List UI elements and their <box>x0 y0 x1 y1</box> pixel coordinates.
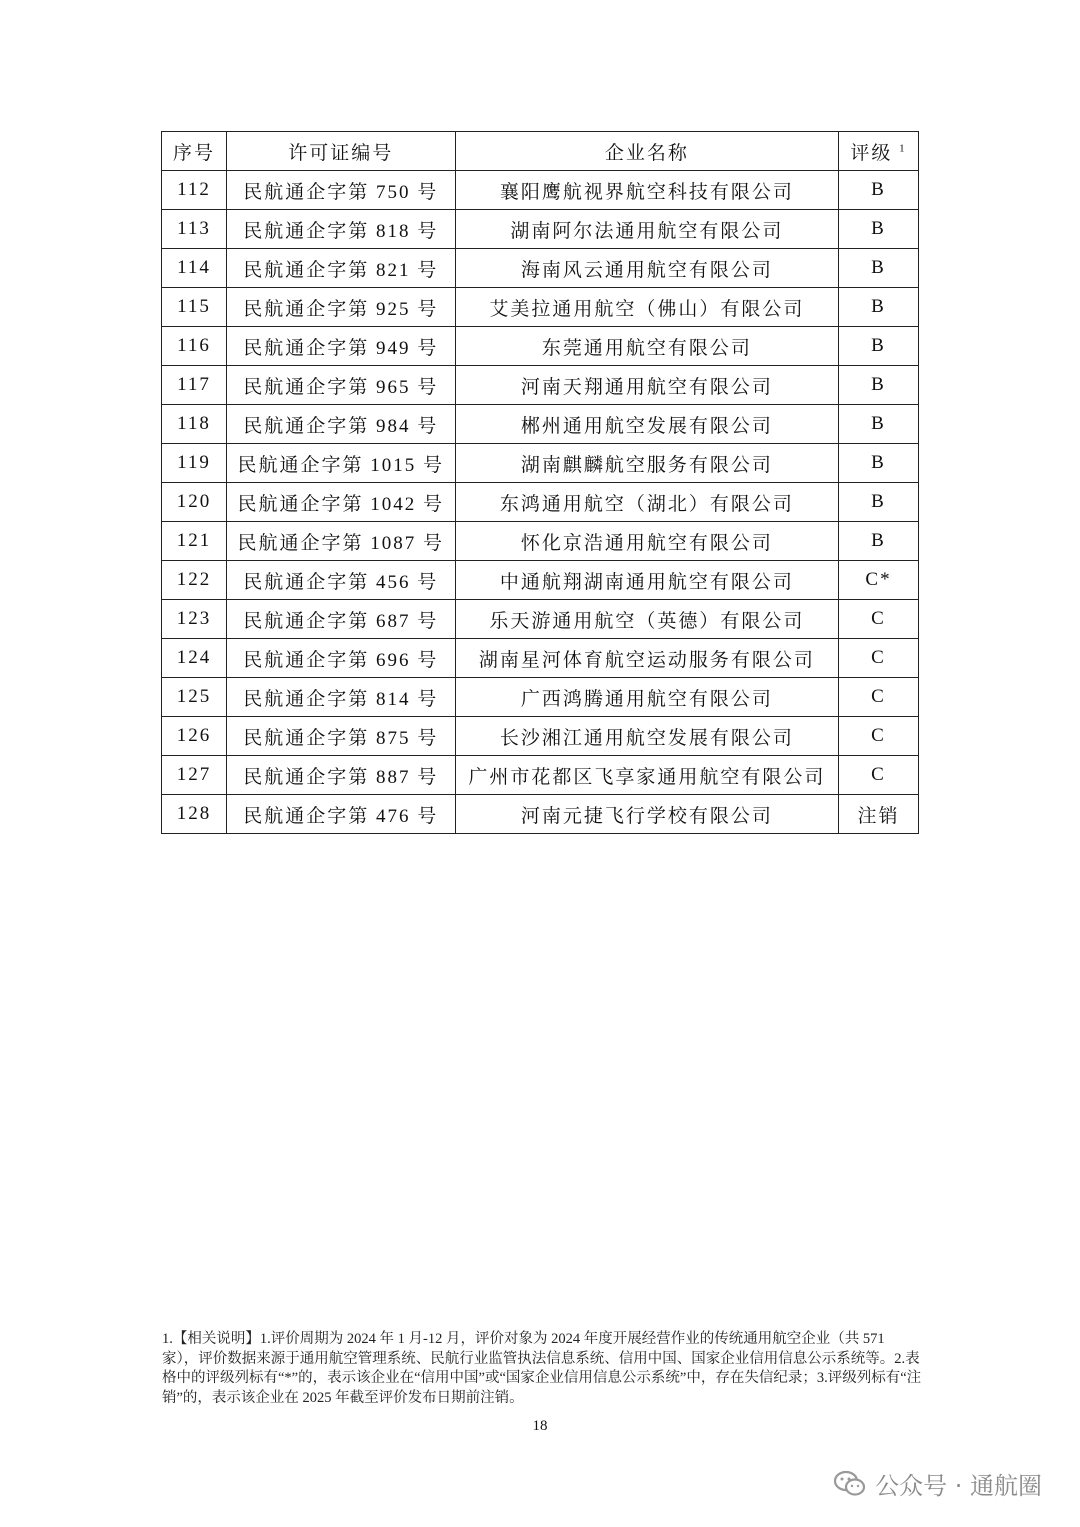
cell-company: 长沙湘江通用航空发展有限公司 <box>455 717 838 756</box>
cell-company: 广州市花都区飞享家通用航空有限公司 <box>455 756 838 795</box>
table-row <box>162 288 919 327</box>
header-company: 企业名称 <box>455 132 838 171</box>
table-row <box>162 600 919 639</box>
cell-rating: C <box>839 678 919 717</box>
cell-company: 河南元捷飞行学校有限公司 <box>455 795 838 834</box>
table-row <box>162 366 919 405</box>
table-row <box>162 327 919 366</box>
cell-index: 119 <box>162 444 227 483</box>
cell-license: 民航通企字第 1087 号 <box>226 522 455 561</box>
footnote-ref: 1 <box>899 142 907 155</box>
cell-license: 民航通企字第 1015 号 <box>226 444 455 483</box>
watermark-text: 公众号 · 通航圈 <box>875 1472 1042 1500</box>
cell-company: 东鸿通用航空（湖北）有限公司 <box>455 483 838 522</box>
cell-rating: 注销 <box>839 795 919 834</box>
cell-index: 117 <box>162 366 227 405</box>
cell-rating: B <box>839 327 919 366</box>
rating-table <box>161 131 919 834</box>
cell-company: 湖南麒麟航空服务有限公司 <box>455 444 838 483</box>
cell-rating: B <box>839 249 919 288</box>
cell-license: 民航通企字第 687 号 <box>226 600 455 639</box>
cell-company: 东莞通用航空有限公司 <box>455 327 838 366</box>
cell-rating: C <box>839 717 919 756</box>
cell-company: 湖南星河体育航空运动服务有限公司 <box>455 639 838 678</box>
cell-company: 广西鸿腾通用航空有限公司 <box>455 678 838 717</box>
cell-license: 民航通企字第 949 号 <box>226 327 455 366</box>
cell-rating: B <box>839 171 919 210</box>
table-row <box>162 678 919 717</box>
header-license: 许可证编号 <box>226 132 455 171</box>
header-rating: 评级 $^1$ <box>839 132 919 171</box>
cell-index: 120 <box>162 483 227 522</box>
cell-company: 襄阳鹰航视界航空科技有限公司 <box>455 171 838 210</box>
cell-rating: B <box>839 288 919 327</box>
table-row <box>162 444 919 483</box>
cell-index: 114 <box>162 249 227 288</box>
cell-index: 128 <box>162 795 227 834</box>
cell-index: 127 <box>162 756 227 795</box>
table-row <box>162 756 919 795</box>
cell-license: 民航通企字第 456 号 <box>226 561 455 600</box>
table-row <box>162 405 919 444</box>
cell-license: 民航通企字第 887 号 <box>226 756 455 795</box>
cell-index: 125 <box>162 678 227 717</box>
cell-license: 民航通企字第 821 号 <box>226 249 455 288</box>
footnote: 1.【相关说明】1.评价周期为 2024 年 1 月-12 月，评价对象为 2024 年度开展经营作业的传统通用航空企业（共 571 家），评价数据来源于通用航空管理系统、民航行业监管执法信息系统、信用中国、国家企业信用信息公示系统等。2.表格中的评级列标有“*”的，表示该企业在“信用中国”或“国家企业信用信息公示系统”中，存在失信纪录；3.评级列标有“注销”的，表示该企业在 2025 年截至评价发布日期前注销。 <box>162 1331 922 1406</box>
cell-rating: B <box>839 522 919 561</box>
cell-index: 122 <box>162 561 227 600</box>
cell-index: 115 <box>162 288 227 327</box>
cell-license: 民航通企字第 925 号 <box>226 288 455 327</box>
cell-rating: B <box>839 483 919 522</box>
cell-index: 116 <box>162 327 227 366</box>
cell-company: 湖南阿尔法通用航空有限公司 <box>455 210 838 249</box>
table-row <box>162 522 919 561</box>
cell-index: 113 <box>162 210 227 249</box>
table-row <box>162 639 919 678</box>
cell-rating: B <box>839 444 919 483</box>
cell-rating: B <box>839 366 919 405</box>
cell-license: 民航通企字第 750 号 <box>226 171 455 210</box>
cell-license: 民航通企字第 476 号 <box>226 795 455 834</box>
cell-company: 乐天游通用航空（英德）有限公司 <box>455 600 838 639</box>
table-row <box>162 249 919 288</box>
cell-rating: C <box>839 639 919 678</box>
cell-index: 118 <box>162 405 227 444</box>
watermark <box>833 1466 1042 1501</box>
cell-license: 民航通企字第 818 号 <box>226 210 455 249</box>
cell-license: 民航通企字第 696 号 <box>226 639 455 678</box>
cell-company: 河南天翔通用航空有限公司 <box>455 366 838 405</box>
cell-index: 112 <box>162 171 227 210</box>
table-row <box>162 717 919 756</box>
cell-license: 民航通企字第 984 号 <box>226 405 455 444</box>
cell-license: 民航通企字第 1042 号 <box>226 483 455 522</box>
cell-license: 民航通企字第 814 号 <box>226 678 455 717</box>
cell-rating: B <box>839 210 919 249</box>
table-row <box>162 171 919 210</box>
page-number: 18 <box>532 1418 548 1434</box>
table-row <box>162 561 919 600</box>
cell-company: 中通航翔湖南通用航空有限公司 <box>455 561 838 600</box>
cell-company: 海南风云通用航空有限公司 <box>455 249 838 288</box>
cell-rating: C <box>839 600 919 639</box>
cell-rating: C <box>839 756 919 795</box>
cell-index: 121 <box>162 522 227 561</box>
table-header <box>162 132 919 171</box>
wechat-icon <box>833 1469 867 1499</box>
table-row <box>162 795 919 834</box>
table-row <box>162 483 919 522</box>
cell-index: 123 <box>162 600 227 639</box>
cell-rating: B <box>839 405 919 444</box>
cell-license: 民航通企字第 875 号 <box>226 717 455 756</box>
cell-index: 124 <box>162 639 227 678</box>
header-index: 序号 <box>162 132 227 171</box>
table-row <box>162 210 919 249</box>
cell-company: 艾美拉通用航空（佛山）有限公司 <box>455 288 838 327</box>
cell-rating: C* <box>839 561 919 600</box>
cell-index: 126 <box>162 717 227 756</box>
cell-license: 民航通企字第 965 号 <box>226 366 455 405</box>
cell-company: 郴州通用航空发展有限公司 <box>455 405 838 444</box>
cell-company: 怀化京浩通用航空有限公司 <box>455 522 838 561</box>
